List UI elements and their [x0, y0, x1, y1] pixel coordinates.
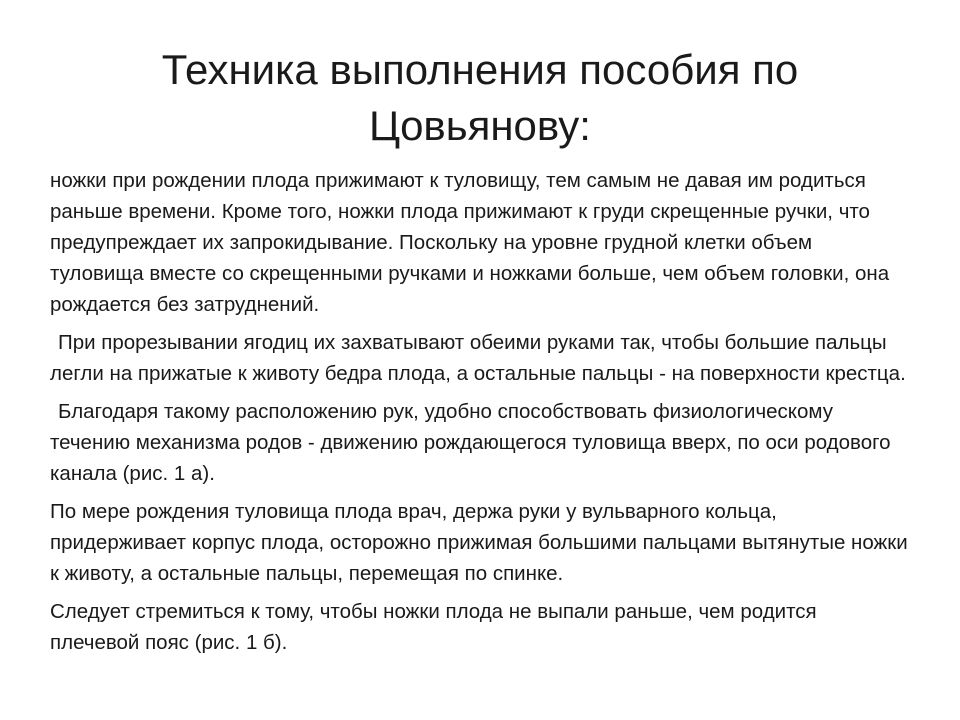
slide-title-line-2: Цовьянову:: [369, 102, 591, 149]
paragraph-2: При прорезывании ягодиц их захватывают обеими руками так, чтобы большие пальцы легли на прижатые к животу бедра плода, а остальные пальцы - на поверхности крестца.: [50, 331, 906, 385]
paragraph-3: Благодаря такому расположению рук, удобно способствовать физиологическому течению механизма родов - движению рождающегося туловища вверх, по оси родового канала (рис. 1 а).: [50, 400, 891, 485]
slide-body: [50, 165, 910, 665]
paragraph-1: ножки при рождении плода прижимают к туловищу, тем самым не давая им родиться раньше времени. Кроме того, ножки плода прижимают к груди скрещенные ручки, что предупреждает их запрокидывание. Поскольку на уровне грудной клетки объем туловища вместе со скрещенными ручками и ножками больше, чем объем головки, она рождается без затруднений.: [50, 169, 890, 316]
slide-title-line-1: Техника выполнения пособия по: [161, 46, 799, 93]
paragraph-5: Следует стремиться к тому, чтобы ножки плода не выпали раньше, чем родится плечевой пояс (рис. 1 б).: [50, 600, 817, 654]
slide-title: [60, 42, 900, 154]
paragraph-4: По мере рождения туловища плода врач, держа руки у вульварного кольца, придерживает корпус плода, осторожно прижимая большими пальцами вытянутые ножки к животу, а остальные пальцы, перемещая по спинке.: [50, 500, 908, 585]
